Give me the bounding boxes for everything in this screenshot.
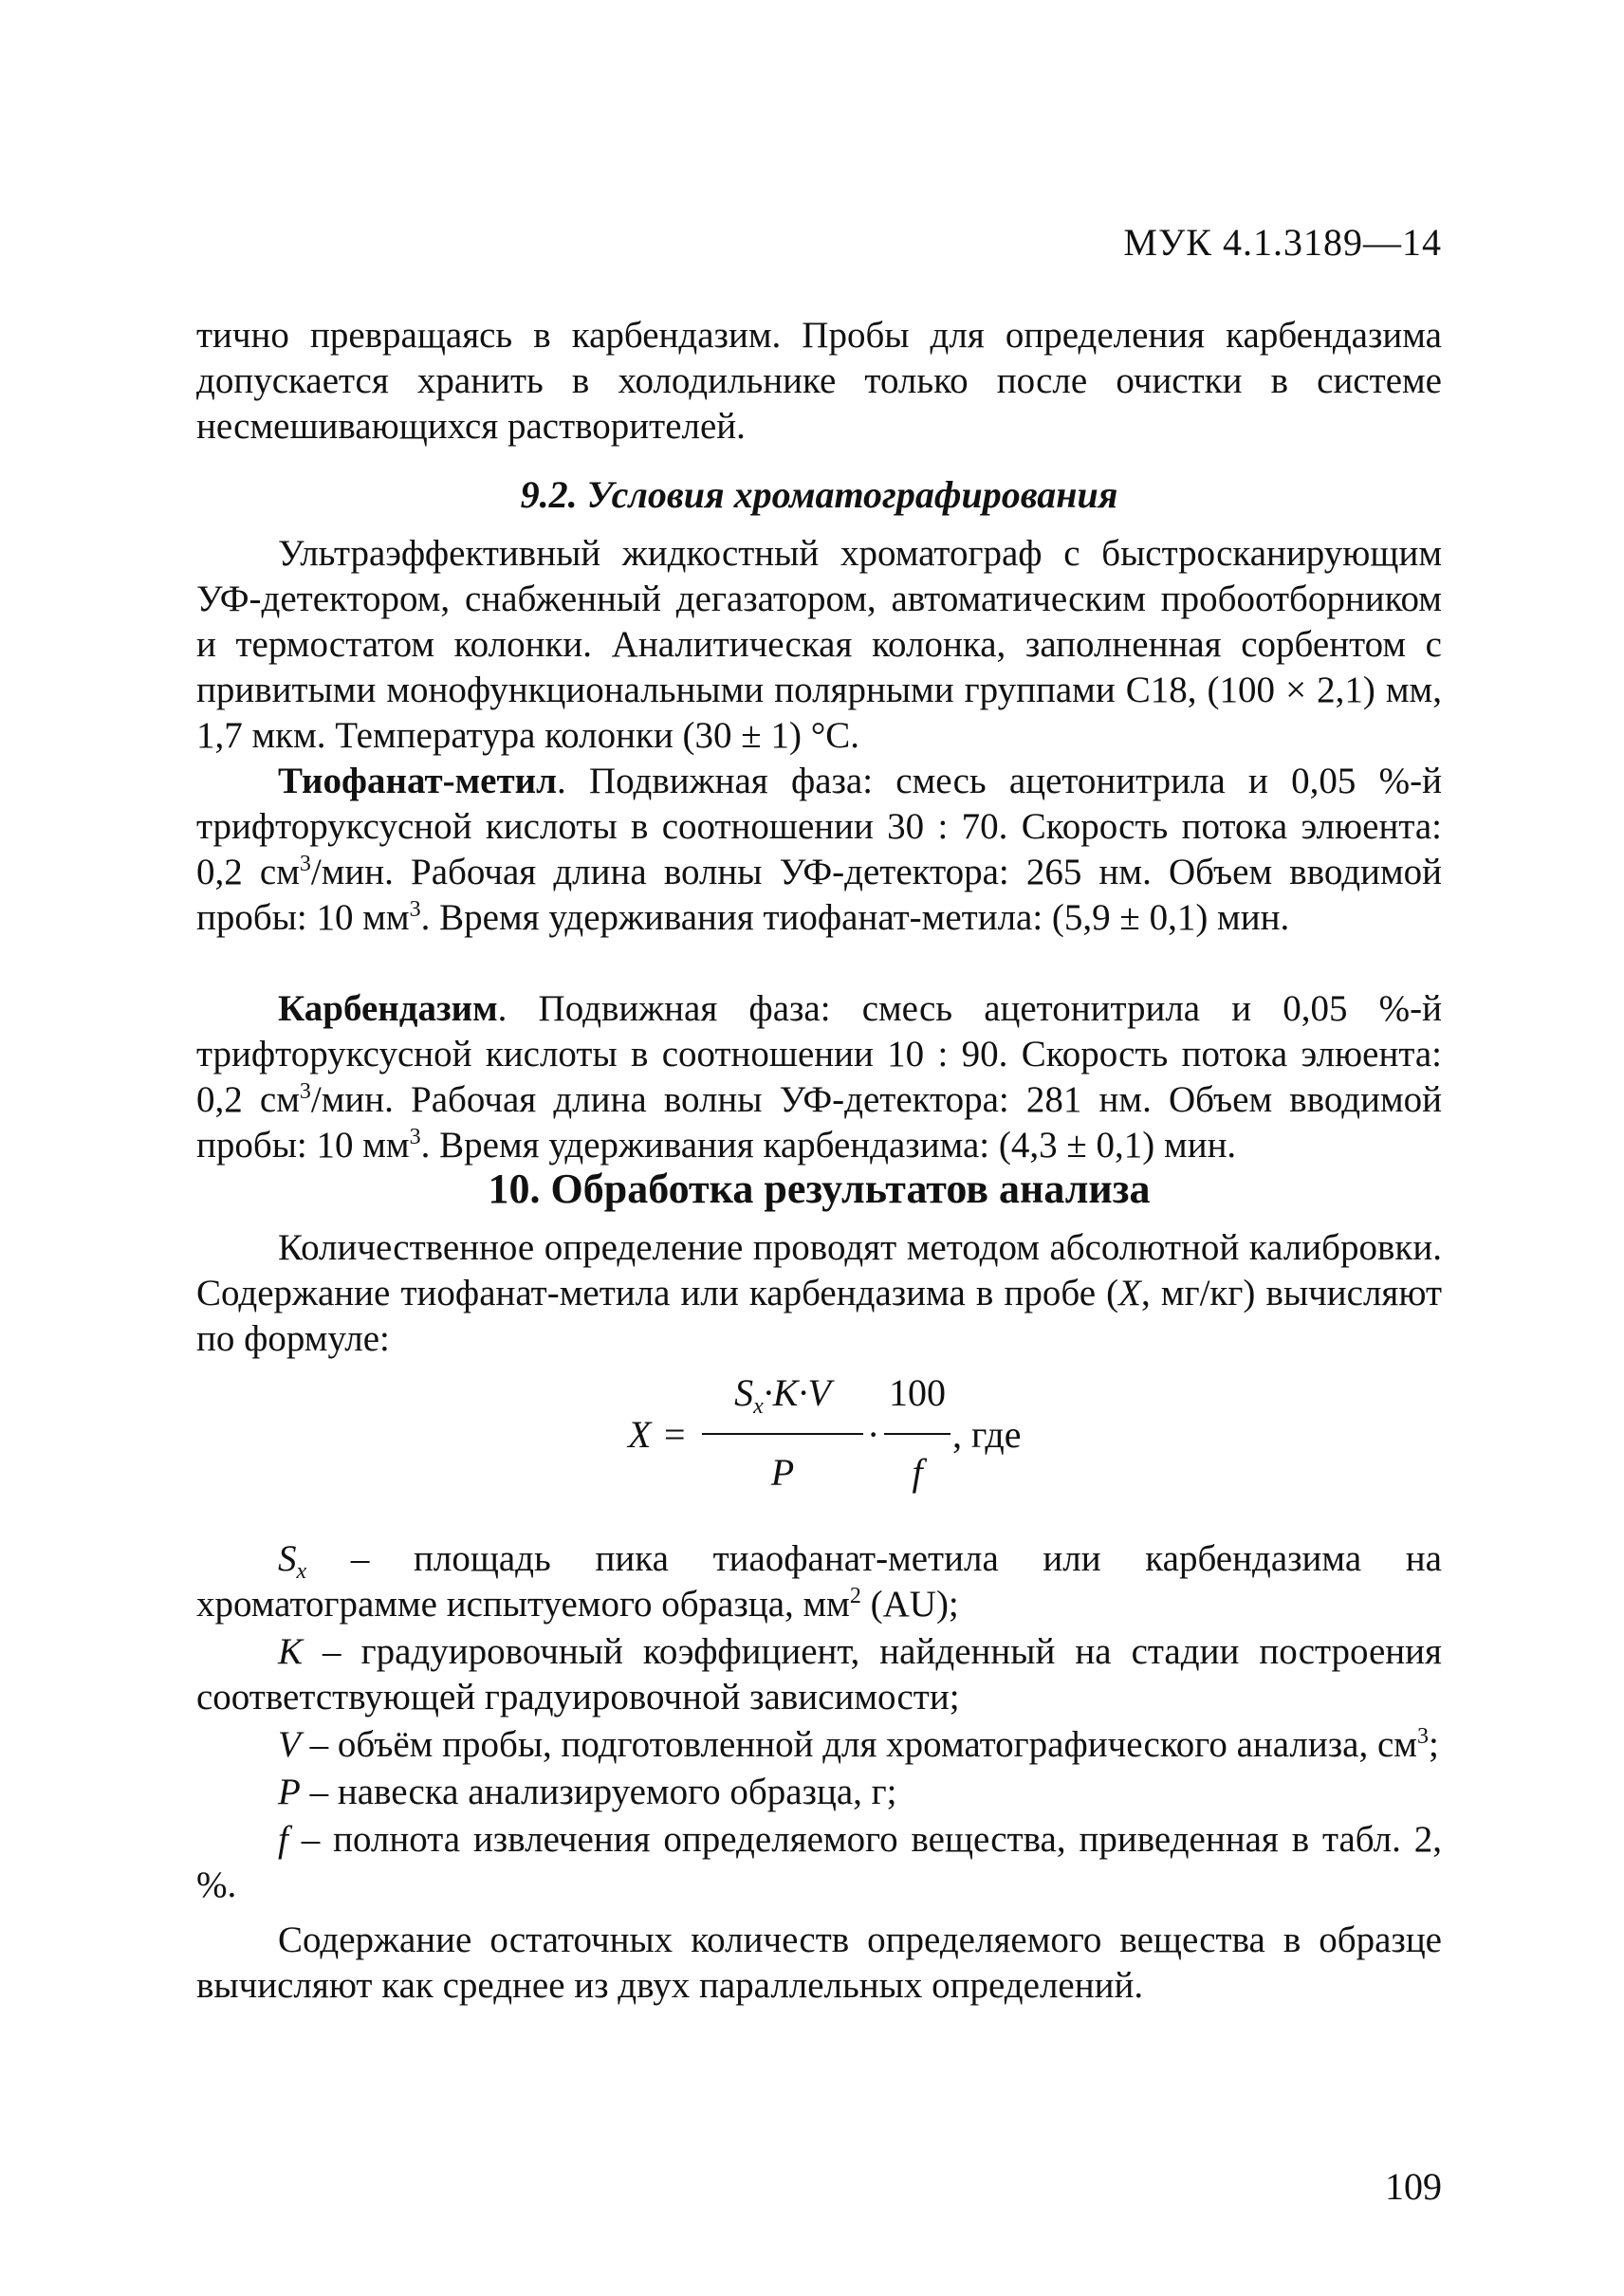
thiophanate-text-1: . Подвижная фаза: смесь ацетонитрила и 0,05 %-й трифторуксусной кислоты в соотношении 30 : 70. Скорость потока элюента: 0,2 см bbox=[196, 761, 1442, 892]
definition-var: P bbox=[278, 1772, 301, 1812]
formula-fraction-1 bbox=[702, 1370, 863, 1494]
definition-text: – площадь пика тиаофанат-метила или карбендазима на хроматограмме испытуемого образца, мм bbox=[196, 1538, 1442, 1625]
calc-intro-text-2: , мг/кг) вычисляют по формуле: bbox=[196, 1273, 1443, 1359]
thiophanate-text-3: . Время удерживания тиофанат-метила: (5,9 ± 0,1) мин. bbox=[420, 897, 1290, 938]
intro-paragraph: тично превращаясь в карбендазим. Пробы для определения карбендазима допускается хранить в холодильнике только после очистки в системе несмешивающихся растворителей. bbox=[196, 315, 1442, 447]
closing-paragraph: Содержание остаточных количеств определяемого вещества в образце вычисляют как среднее из двух параллельных определений. bbox=[196, 1919, 1442, 2006]
definition-var: S bbox=[278, 1538, 297, 1579]
definition-text: – градуировочный коэффициент, найденный на стадии построения соответствующей градуировочной зависимости; bbox=[196, 1631, 1442, 1717]
section-10-heading: 10. Обработка результатов анализа bbox=[488, 1166, 1151, 1212]
carbendazim-paragraph bbox=[196, 986, 1442, 1168]
definition-sup: 2 bbox=[849, 1584, 861, 1608]
calc-intro-text-1: Количественное определение проводят методом абсолютной калибровки. Содержание тиофанат-метила или карбендазима в пробе ( bbox=[196, 1227, 1442, 1313]
thiophanate-methyl-term: Тиофанат-метил bbox=[278, 761, 557, 801]
result-formula bbox=[628, 1370, 1045, 1503]
formula-num-rest: ·K·V bbox=[763, 1371, 831, 1414]
document-page bbox=[196, 0, 1442, 2296]
formula-lhs: X bbox=[628, 1413, 652, 1456]
definition-tail: (AU); bbox=[860, 1584, 959, 1625]
formula-den-2: f bbox=[912, 1451, 923, 1494]
definition-v bbox=[196, 1722, 1442, 1768]
formula-where: , где bbox=[952, 1413, 1022, 1456]
definition-sup: 3 bbox=[1416, 1724, 1429, 1749]
carbendazim-text-1: . Подвижная фаза: смесь ацетонитрила и 0,05 %-й трифторуксусной кислоты в соотношении 10 : 90. Скорость потока элюента: 0,2 см bbox=[196, 988, 1442, 1120]
formula-fraction-2 bbox=[884, 1370, 950, 1494]
carbendazim-sup-1: 3 bbox=[299, 1079, 311, 1104]
carbendazim-term: Карбендазим bbox=[278, 988, 498, 1029]
definition-var: V bbox=[278, 1724, 301, 1765]
carbendazim-sup-2: 3 bbox=[409, 1125, 421, 1149]
definition-var-sub: x bbox=[296, 1559, 307, 1584]
formula-num-s: S bbox=[734, 1371, 754, 1414]
thiophanate-methyl-paragraph bbox=[196, 759, 1442, 941]
calc-intro-var: X bbox=[1118, 1273, 1141, 1313]
formula-dot: · bbox=[867, 1413, 880, 1456]
formula-fraction-bar-2 bbox=[884, 1433, 950, 1435]
variable-definitions bbox=[196, 1536, 1442, 2009]
definition-var: f bbox=[278, 1819, 288, 1860]
formula-den-1: P bbox=[770, 1451, 795, 1494]
thiophanate-sup-2: 3 bbox=[409, 897, 421, 922]
section-9-2-heading: 9.2. Условия хроматографирования bbox=[520, 473, 1118, 516]
formula-num-s-sub: x bbox=[753, 1394, 764, 1419]
calculation-intro-paragraph bbox=[196, 1225, 1442, 1362]
thiophanate-text-2: /мин. Рабочая длина волны УФ-детектора: 265 нм. Объем вводимой пробы: 10 мм bbox=[196, 852, 1442, 938]
definition-var: K bbox=[278, 1631, 304, 1672]
formula-fraction-bar-1 bbox=[702, 1433, 863, 1435]
definition-p bbox=[196, 1770, 1442, 1815]
definition-tail: ; bbox=[1428, 1724, 1439, 1765]
carbendazim-text-3: . Время удерживания карбендазима: (4,3 ± 0,1) мин. bbox=[420, 1125, 1237, 1166]
carbendazim-text-2: /мин. Рабочая длина волны УФ-детектора: 281 нм. Объем вводимой пробы: 10 мм bbox=[196, 1079, 1442, 1166]
definition-text: – объём пробы, подготовленной для хроматографического анализа, см bbox=[300, 1724, 1417, 1765]
definition-sx bbox=[196, 1536, 1442, 1627]
formula-equals: = bbox=[664, 1413, 686, 1456]
formula-num-1 bbox=[734, 1371, 831, 1419]
definition-k bbox=[196, 1629, 1442, 1720]
thiophanate-sup-1: 3 bbox=[299, 852, 311, 876]
document-code-header: МУК 4.1.3189—14 bbox=[1123, 221, 1442, 264]
definition-text: – навеска анализируемого образца, г; bbox=[300, 1772, 897, 1812]
page-number: 109 bbox=[1385, 2165, 1442, 2208]
definition-text: – полнота извлечения определяемого вещества, приведенная в табл. 2, %. bbox=[196, 1819, 1442, 1905]
formula-num-2: 100 bbox=[889, 1371, 946, 1414]
definition-f bbox=[196, 1817, 1442, 1908]
chromatography-conditions-paragraph: Ультраэффективный жидкостный хроматограф с быстросканирующим УФ-детектором, снабженный дегазатором, автоматическим пробоотборником и термостатом колонки. Аналитическая колонка, заполненная сорбентом с привитыми монофункциональными полярными группами C18, (100 × 2,1) мм, 1,7 мкм. Температура колонки (30 ± 1) °С. bbox=[196, 533, 1442, 756]
